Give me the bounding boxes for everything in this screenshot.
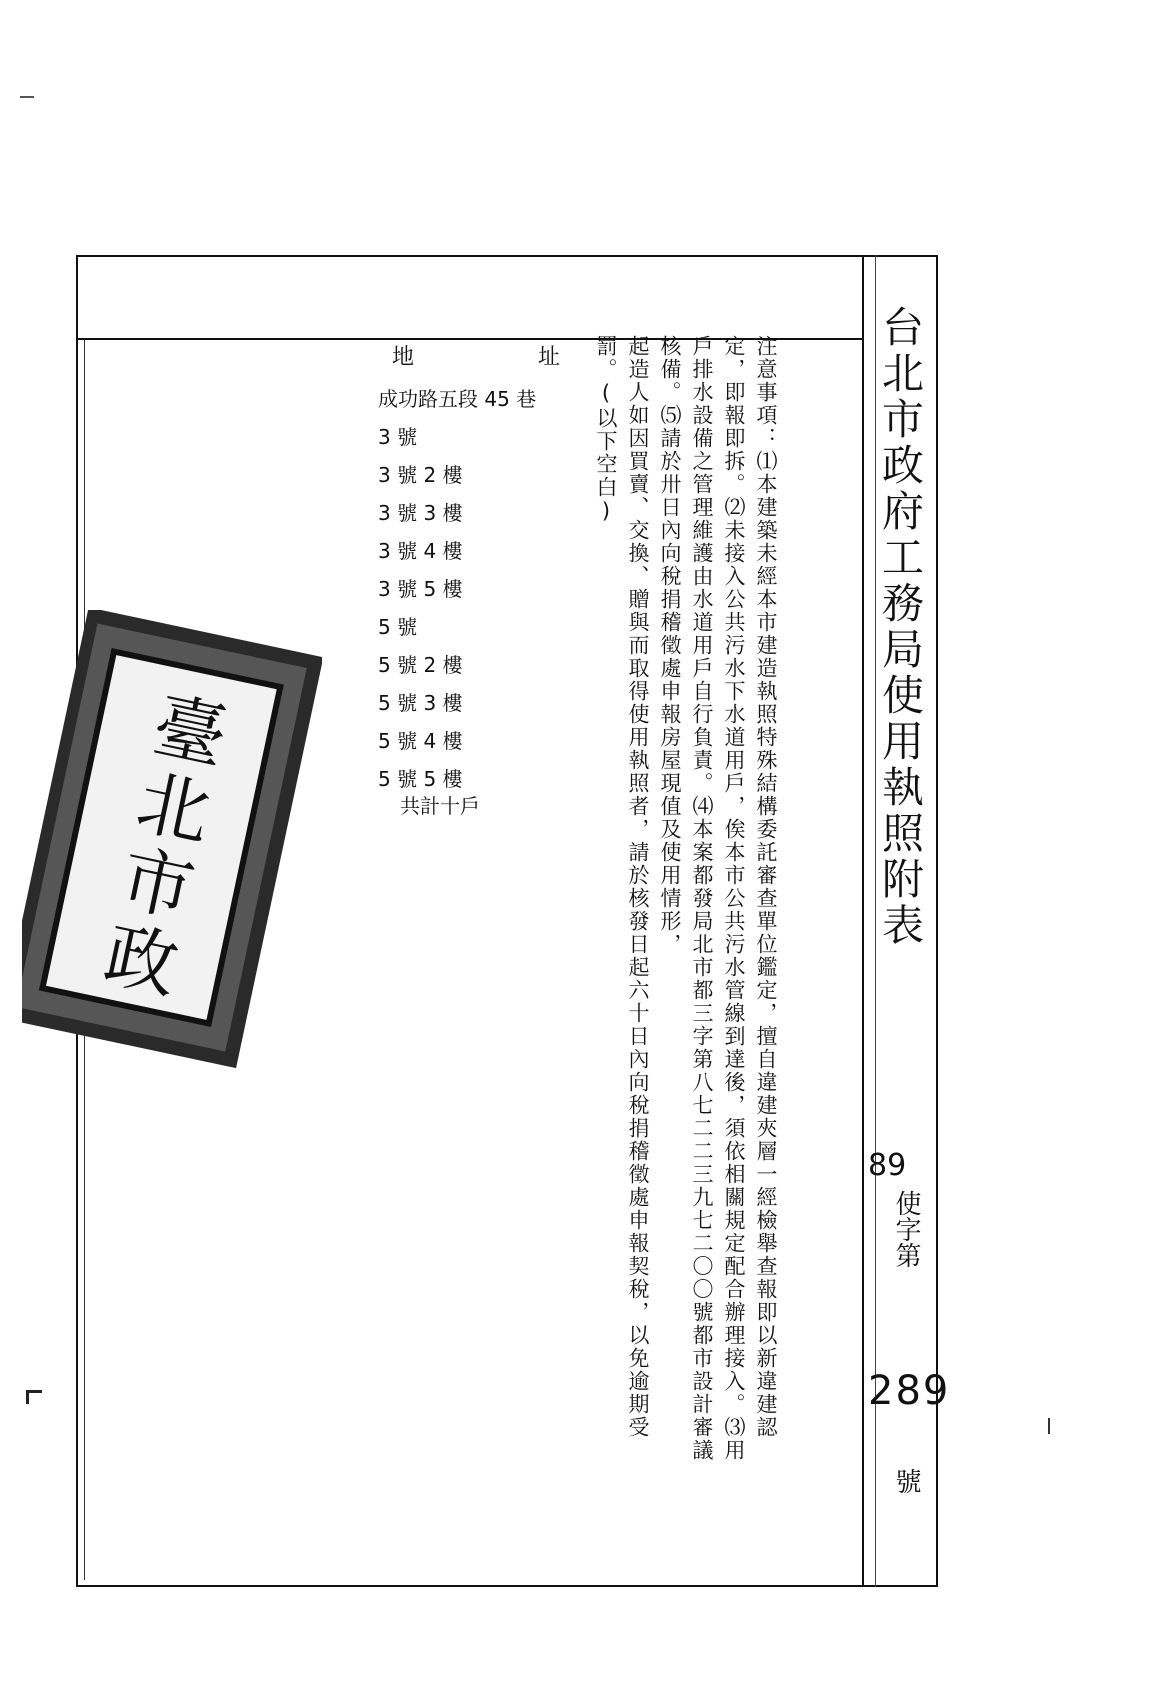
scan-mark <box>20 96 34 98</box>
official-seal-stamp <box>22 610 322 1090</box>
address-row: 5 號 2 樓 <box>378 653 463 677</box>
notes-block <box>590 335 782 1465</box>
notes-paragraph: 注意事項：⑴本建築未經本市建造執照特殊結構委託審查單位鑑定，擅自違建夾層一經檢舉查報即以新違建認定，即報即拆。⑵未接入公共污水下水道用戶，俟本市公共污水管線到達後，須依相關規定配合辦理接入。⑶用戶排水設備之管理維護由水道用戶自行負責。⑷本案都發局北市都三字第八七二二三九七二〇〇號都市設計審議核備。⑸請於卅日內向稅捐稽徵處申報房屋現值及使用情形， <box>658 335 778 1462</box>
address-row: 3 號 3 樓 <box>378 501 463 525</box>
address-total: 共計十戶 <box>400 794 480 818</box>
address-row: 5 號 3 樓 <box>378 691 463 715</box>
address-header-left: 地 <box>392 345 415 370</box>
address-row: 5 號 5 樓 <box>378 767 463 791</box>
license-word: 使字第 <box>891 1190 921 1268</box>
address-row: 5 號 4 樓 <box>378 729 463 753</box>
address-row: 3 號 2 樓 <box>378 463 463 487</box>
title-column-divider <box>862 255 864 1587</box>
address-header <box>392 340 560 371</box>
address-row: 3 號 5 樓 <box>378 577 463 601</box>
address-row: 5 號 <box>378 615 418 639</box>
year-number: 89 <box>868 1148 907 1183</box>
scan-mark <box>1048 1418 1050 1434</box>
number-suffix: 號 <box>891 1468 921 1494</box>
address-row: 成功路五段 45 巷 <box>378 387 537 411</box>
document-title: 台北市政府工務局使用執照附表 <box>876 305 925 949</box>
address-row: 3 號 4 樓 <box>378 539 463 563</box>
license-number: 289 <box>868 1368 951 1414</box>
address-list <box>378 380 536 798</box>
seal-characters: 臺北市政 <box>86 684 234 1007</box>
address-header-right: 址 <box>538 345 561 370</box>
address-row: 3 號 <box>378 425 418 449</box>
notes-paragraph: 起造人如因買賣、交換、贈與而取得使用執照者，請於核發日起六十日內向稅捐稽徵處申報契稅，以免逾期受罰。(以下空白) <box>594 335 650 1439</box>
scan-mark <box>26 1390 29 1404</box>
